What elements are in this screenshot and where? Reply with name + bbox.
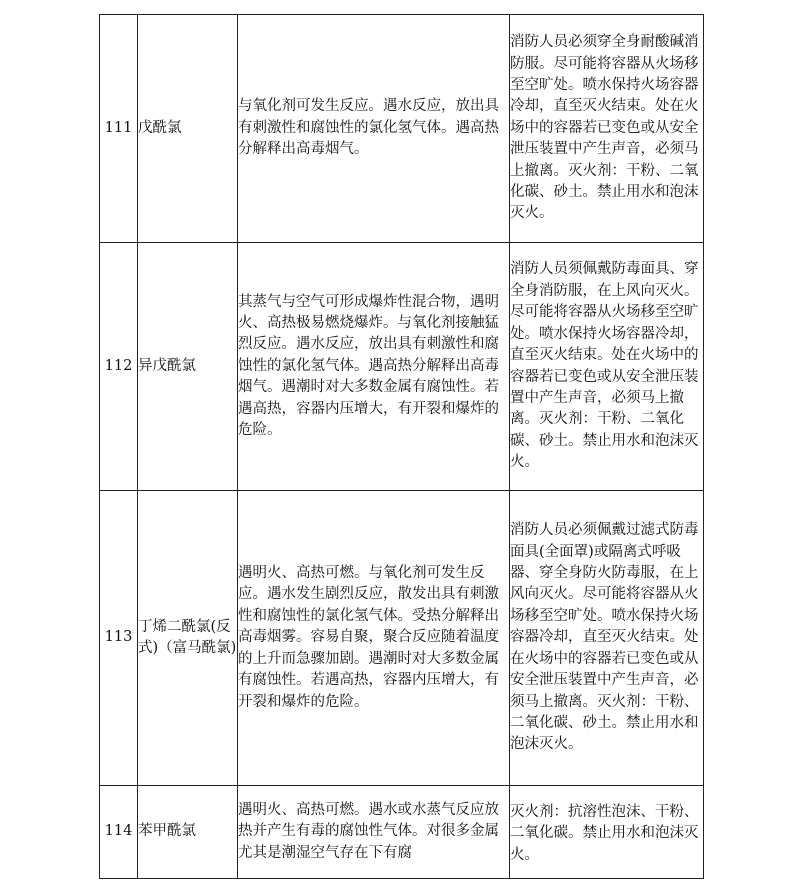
hazard-table (99, 14, 704, 879)
firefighting-measures: 消防人员须佩戴防毒面具、穿全身消防服，在上风向灭火。尽可能将容器从火场移至空旷处。喷水保持火场容器冷却，直至灭火结束。处在火场中的容器若已变色或从安全泄压装置中产生声音，必须马上撤离。灭火剂：干粉、二氧化碳、砂土。禁止用水和泡沫灭火。 (510, 243, 704, 491)
firefighting-measures: 消防人员必须佩戴过滤式防毒面具(全面罩)或隔离式呼吸器、穿全身防火防毒服，在上风向灭火。尽可能将容器从火场移至空旷处。喷水保持火场容器冷却，直至灭火结束。处在火场中的容器若已变色或从安全泄压装置中产生声音，必须马上撤离。灭火剂：干粉、二氧化碳、砂土。禁止用水和泡沫灭火。 (510, 491, 704, 786)
row-number: 114 (100, 786, 138, 879)
hazard-description: 其蒸气与空气可形成爆炸性混合物，遇明火、高热极易燃烧爆炸。与氧化剂接触猛烈反应。遇水反应，放出具有刺激性和腐蚀性的氯化氢气体。遇高热分解释出高毒烟气。遇潮时对大多数金属有腐蚀性。若遇高热，容器内压增大，有开裂和爆炸的危险。 (238, 243, 510, 491)
chemical-name: 异戊酰氯 (138, 243, 238, 491)
chemical-name: 丁烯二酰氯(反式)（富马酰氯) (138, 491, 238, 786)
firefighting-measures: 灭火剂：抗溶性泡沫、干粉、二氧化碳。禁止用水和泡沫灭火。 (510, 786, 704, 879)
table-row (100, 786, 704, 879)
row-number: 112 (100, 243, 138, 491)
chemical-name: 戊酰氯 (138, 15, 238, 243)
chemical-name: 苯甲酰氯 (138, 786, 238, 879)
hazard-description: 遇明火、高热可燃。遇水或水蒸气反应放热并产生有毒的腐蚀性气体。对很多金属尤其是潮湿空气存在下有腐 (238, 786, 510, 879)
table-row (100, 491, 704, 786)
row-number: 113 (100, 491, 138, 786)
hazard-description: 遇明火、高热可燃。与氧化剂可发生反应。遇水发生剧烈反应，散发出具有刺激性和腐蚀性的氯化氢气体。受热分解释出高毒烟雾。容易自聚，聚合反应随着温度的上升而急骤加剧。遇潮时对大多数金属有腐蚀性。若遇高热，容器内压增大，有开裂和爆炸的危险。 (238, 491, 510, 786)
table-row (100, 15, 704, 243)
firefighting-measures: 消防人员必须穿全身耐酸碱消防服。尽可能将容器从火场移至空旷处。喷水保持火场容器冷却，直至灭火结束。处在火场中的容器若已变色或从安全泄压装置中产生声音，必须马上撤离。灭火剂：干粉、二氧化碳、砂土。禁止用水和泡沫灭火。 (510, 15, 704, 243)
row-number: 111 (100, 15, 138, 243)
hazard-description: 与氧化剂可发生反应。遇水反应，放出具有刺激性和腐蚀性的氯化氢气体。遇高热分解释出高毒烟气。 (238, 15, 510, 243)
table-row (100, 243, 704, 491)
